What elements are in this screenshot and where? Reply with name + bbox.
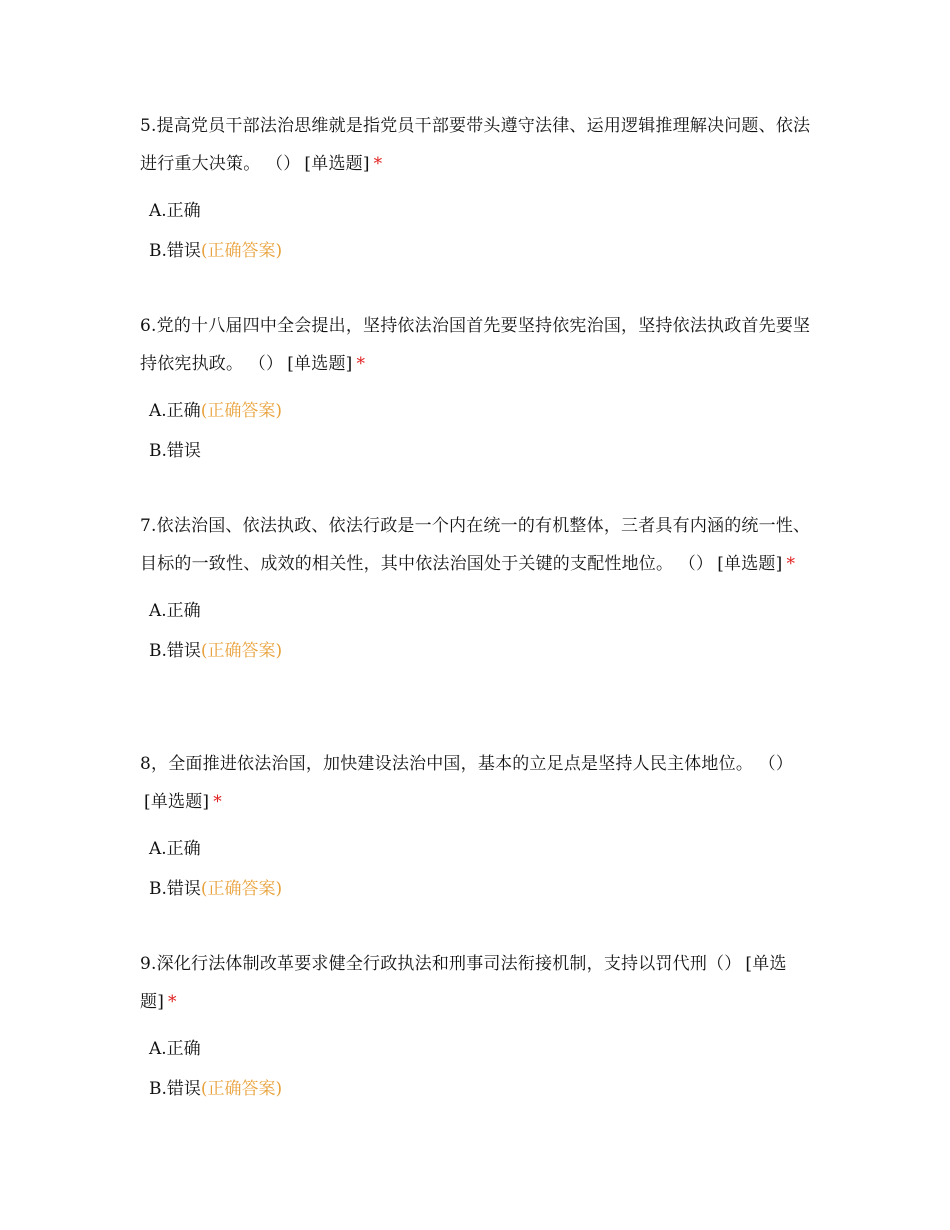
required-mark: * [213,792,222,812]
option-label: B.错误 [149,441,201,461]
option-label: B.错误 [149,1079,201,1099]
option-label: A.正确 [149,839,201,859]
question-6 [140,307,820,471]
option-a[interactable] [149,829,820,869]
question-8-options [140,829,820,909]
option-b[interactable] [149,231,820,271]
required-mark: * [356,354,366,374]
question-5-options [140,191,820,271]
question-5-stem: 5.提高党员干部法治思维就是指党员干部要带头遵守法律、运用逻辑推理解决问题、依法进行重大决策。 （） [140,116,811,174]
question-8 [140,745,820,909]
option-label: A.正确 [149,401,201,421]
required-mark: * [373,154,383,174]
required-mark: * [786,554,796,574]
correct-answer-tag: (正确答案) [200,241,283,261]
question-7-type: [单选题] [717,554,783,574]
option-a[interactable] [149,191,820,231]
question-6-type: [单选题] [287,354,353,374]
option-a[interactable] [149,591,820,631]
option-label: B.错误 [149,879,201,899]
question-8-text [140,745,820,821]
option-b[interactable] [149,1069,820,1109]
question-7 [140,507,820,671]
option-label: B.错误 [149,641,201,661]
option-a[interactable] [149,391,820,431]
question-5-type: [单选题] [304,154,370,174]
question-5-text [140,107,820,183]
option-label: A.正确 [149,1039,201,1059]
correct-answer-tag: (正确答案) [200,641,283,661]
question-9 [140,945,820,1109]
required-mark: * [168,992,177,1012]
option-label: B.错误 [149,241,201,261]
question-6-options [140,391,820,471]
question-9-stem: 9.深化行法体制改革要求健全行政执法和刑事司法衔接机制，支持以罚代刑（） [140,954,742,974]
option-a[interactable] [149,1029,820,1069]
correct-answer-tag: (正确答案) [200,401,282,421]
option-b[interactable] [149,869,820,909]
question-8-stem: 8，全面推进依法治国，加快建设法治中国，基本的立足点是坚持人民主体地位。 （） [140,754,794,774]
correct-answer-tag: (正确答案) [200,879,283,899]
question-5 [140,107,820,271]
option-label: A.正确 [149,601,201,621]
option-label: A.正确 [149,201,201,221]
question-9-type: [单选题] [140,954,787,1012]
question-6-stem: 6.党的十八届四中全会提出，坚持依法治国首先要坚持依宪治国，坚持依法执政首先要坚持依宪执政。 （） [140,316,811,374]
question-7-text [140,507,820,583]
question-8-type: [单选题] [144,792,210,812]
option-b[interactable] [149,431,820,471]
question-6-text [140,307,820,383]
option-b[interactable] [149,631,820,671]
question-9-options [140,1029,820,1109]
question-9-text [140,945,820,1021]
question-7-stem: 7.依法治国、依法执政、依法行政是一个内在统一的有机整体，三者具有内涵的统一性、目标的一致性、成效的相关性，其中依法治国处于关键的支配性地位。 （） [140,516,811,574]
question-7-options [140,591,820,671]
correct-answer-tag: (正确答案) [200,1079,283,1099]
